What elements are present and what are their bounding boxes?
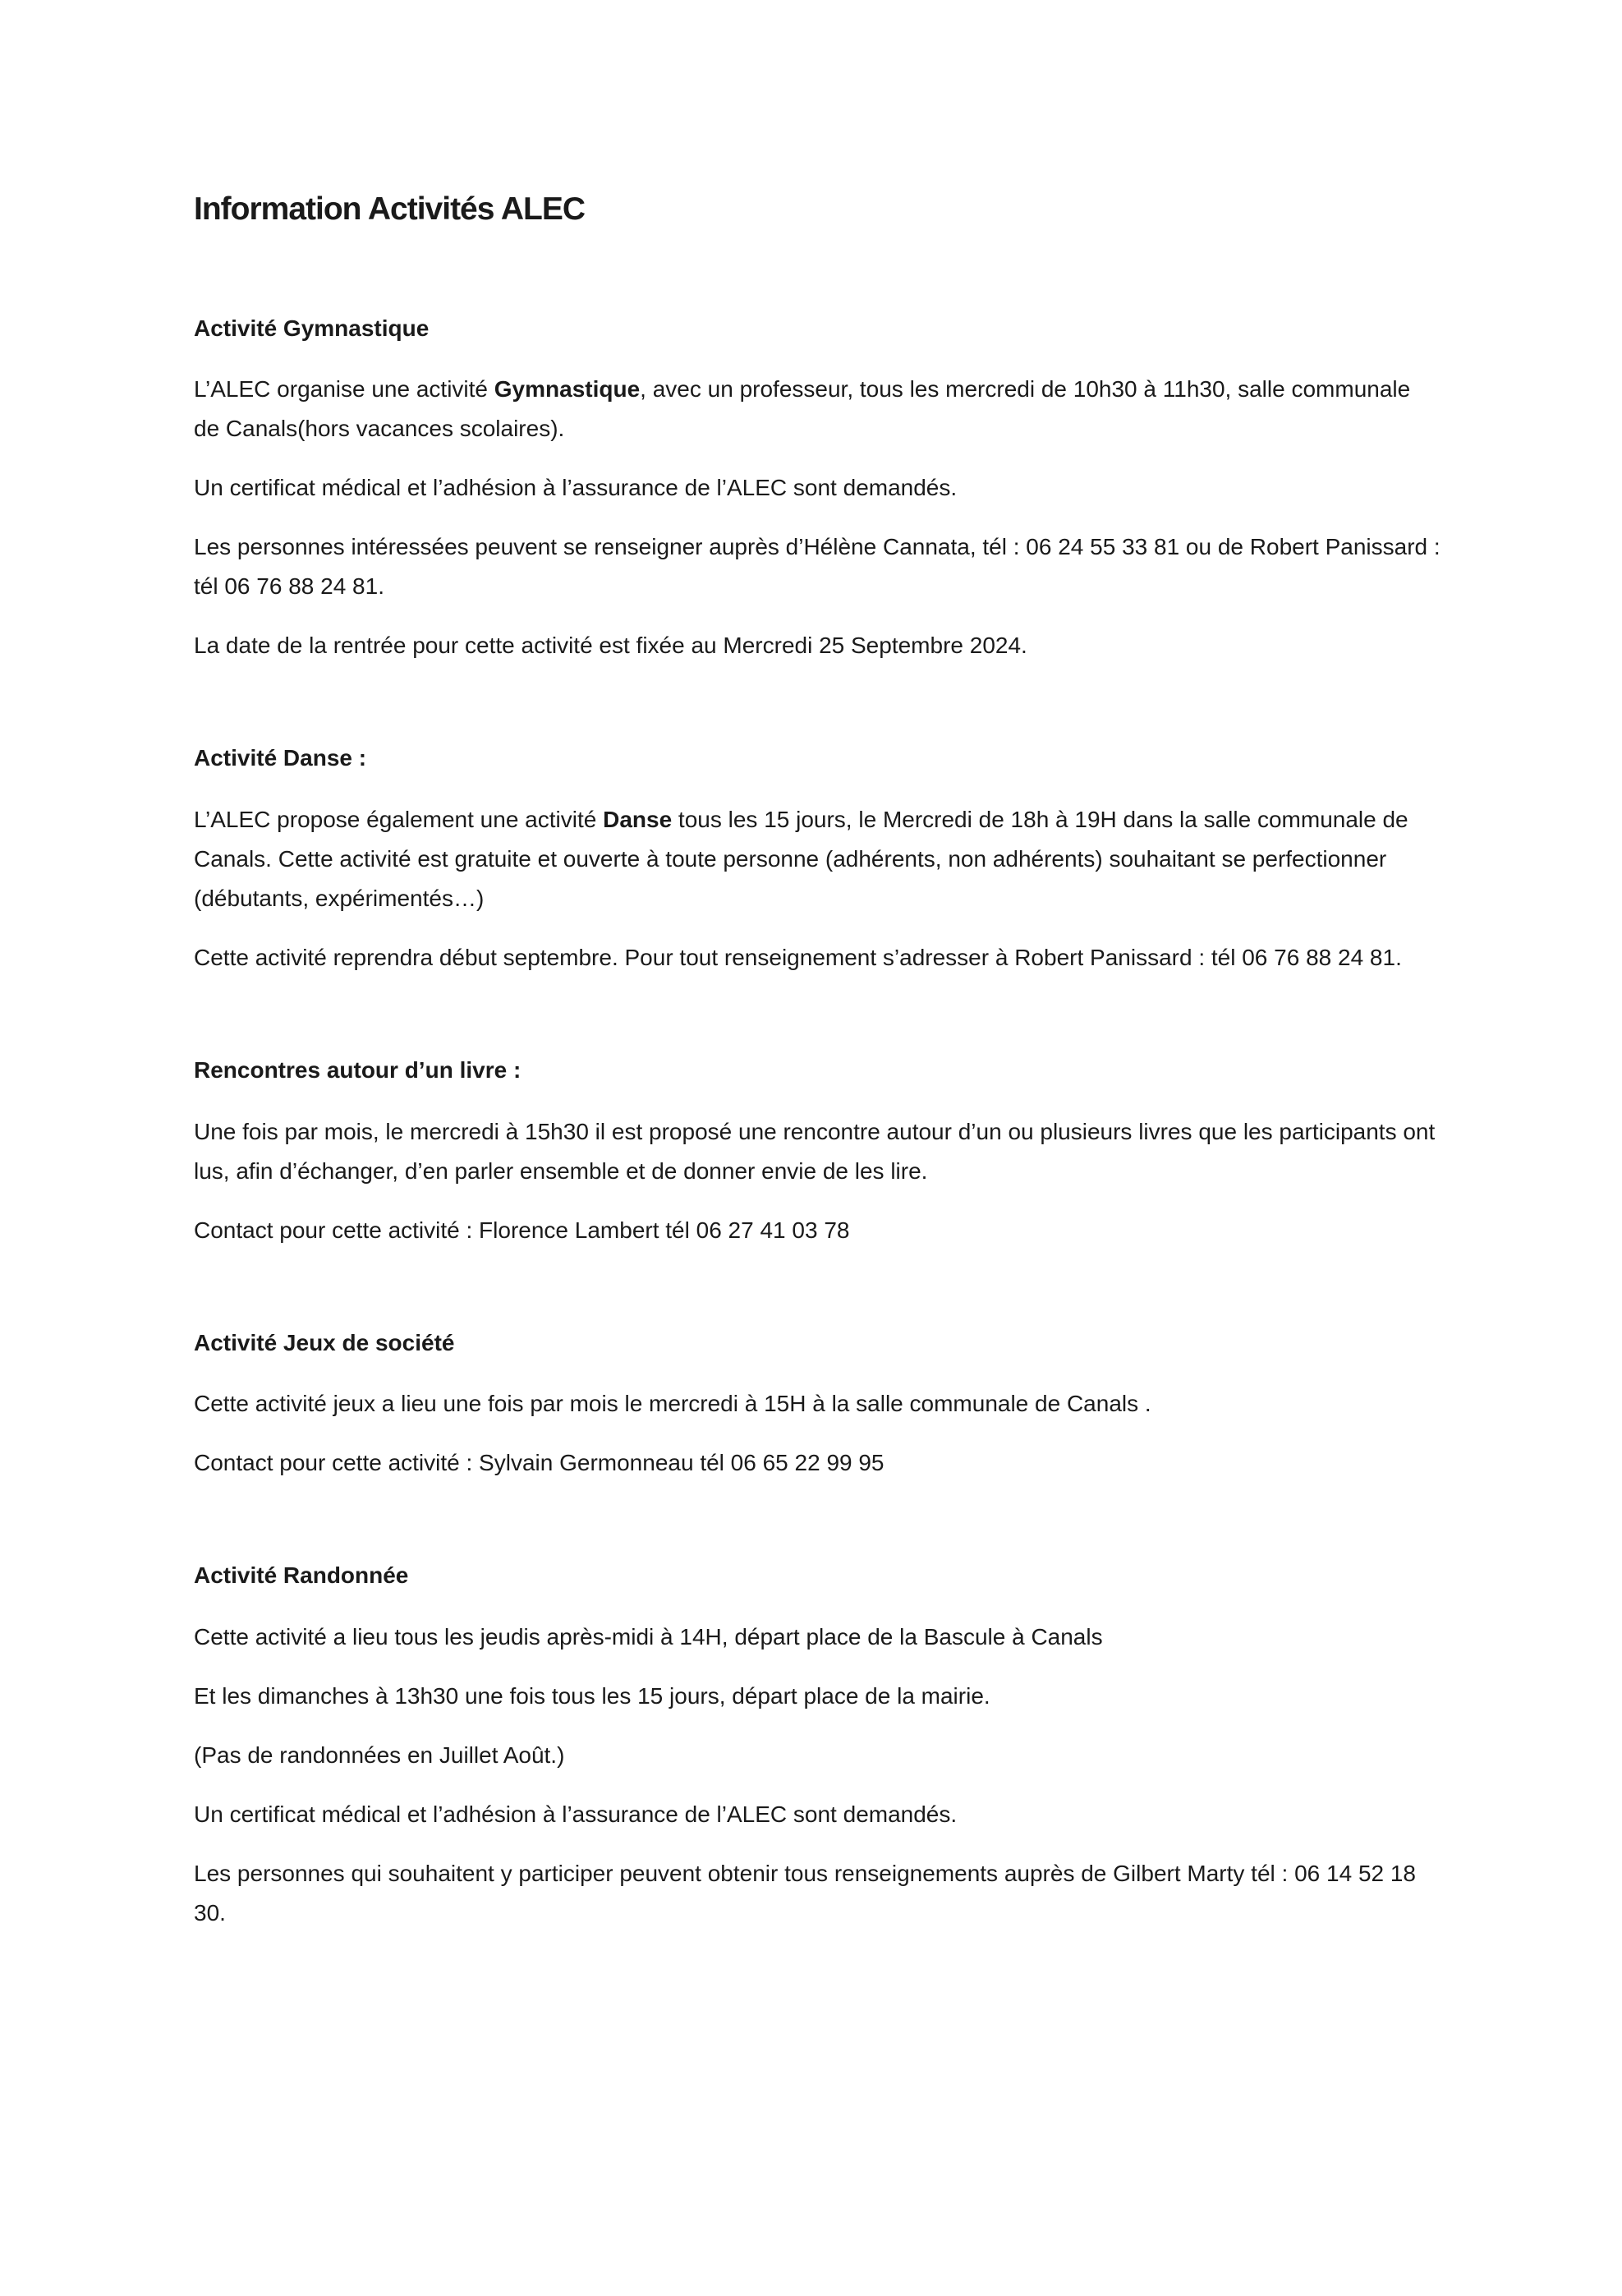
document-title: Information Activités ALEC: [194, 191, 585, 227]
section-livre: [194, 1056, 1442, 1250]
section-title-randonnee: Activité Randonnée: [194, 1562, 409, 1589]
section-jeux: [194, 1329, 1442, 1484]
gym-paragraph-2: Un certificat médical et l’adhésion à l’assurance de l’ALEC sont demandés.: [194, 475, 958, 501]
danse-p1-bold: Danse: [603, 806, 673, 832]
section-gymnastique: [194, 315, 1442, 666]
section-title-jeux: Activité Jeux de société: [194, 1329, 455, 1355]
rando-paragraph-2: Et les dimanches à 13h30 une fois tous les 15 jours, départ place de la mairie.: [194, 1682, 990, 1709]
danse-paragraph-1: [194, 800, 1442, 918]
livre-paragraph-1: Une fois par mois, le mercredi à 15h30 il est proposé une rencontre autour d’un ou plusieurs livres que les participants ont lus, afin d’échanger, d’en parler ensemble et de donner envie de les lire.: [194, 1118, 1436, 1184]
section-danse: [194, 744, 1442, 978]
danse-paragraph-2: Cette activité reprendra début septembre. Pour tout renseignement s’adresser à Robert Panissard : tél 06 76 88 24 81.: [194, 944, 1402, 970]
jeux-paragraph-2: Contact pour cette activité : Sylvain Germonneau tél 06 65 22 99 95: [194, 1450, 885, 1476]
document-body: [194, 191, 1442, 2012]
rando-paragraph-3: (Pas de randonnées en Juillet Août.): [194, 1742, 565, 1768]
livre-paragraph-2: Contact pour cette activité : Florence Lambert tél 06 27 41 03 78: [194, 1217, 850, 1243]
gym-p1-text-a: L’ALEC organise une activité: [194, 376, 494, 403]
section-title-danse: Activité Danse :: [194, 745, 367, 771]
section-title-gymnastique: Activité Gymnastique: [194, 315, 430, 341]
jeux-paragraph-1: Cette activité jeux a lieu une fois par mois le mercredi à 15H à la salle communale de Canals .: [194, 1391, 1151, 1417]
gym-paragraph-3: Les personnes intéressées peuvent se renseigner auprès d’Hélène Cannata, tél : 06 24 55 33 81 ou de Robert Panissard : tél 06 76 88 24 81.: [194, 534, 1441, 600]
rando-paragraph-1: Cette activité a lieu tous les jeudis après-midi à 14H, départ place de la Bascule à Canals: [194, 1623, 1103, 1650]
gym-paragraph-1: [194, 370, 1442, 449]
gym-p1-bold: Gymnastique: [494, 376, 641, 403]
gym-paragraph-4: La date de la rentrée pour cette activité est fixée au Mercredi 25 Septembre 2024.: [194, 633, 1027, 659]
section-title-livre: Rencontres autour d’un livre :: [194, 1056, 522, 1083]
rando-paragraph-5: Les personnes qui souhaitent y participer peuvent obtenir tous renseignements auprès de Gilbert Marty tél : 06 14 52 18 30.: [194, 1860, 1417, 1926]
danse-p1-text-a: L’ALEC propose également une activité: [194, 806, 604, 832]
danse-p1-text-c: tous les 15 jours, le Mercredi de 18h à 19H dans la salle communale de Canals. Cette activité est gratuite et ouverte à toute personne (adhérents, non adhérents) souhaitant se perfectionner (débutants, expérimentés…): [194, 806, 1408, 911]
section-randonnee: [194, 1562, 1442, 1933]
gym-p1-text-c: , avec un professeur, tous les mercredi de 10h30 à 11h30, salle communale de Canals(hors vacances scolaires).: [194, 376, 1411, 442]
rando-paragraph-4: Un certificat médical et l’adhésion à l’assurance de l’ALEC sont demandés.: [194, 1801, 958, 1827]
